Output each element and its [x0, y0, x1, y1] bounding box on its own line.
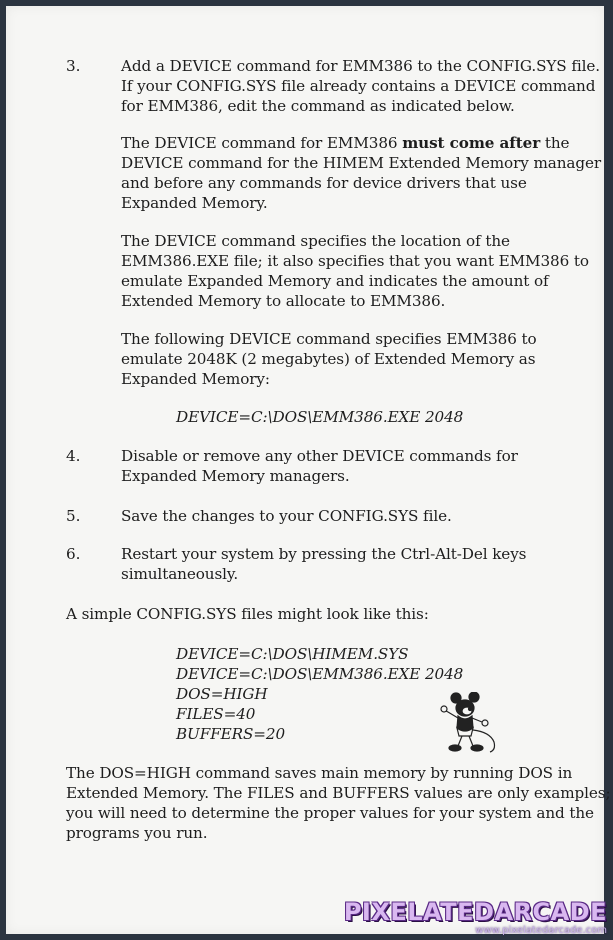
- example-intro: A simple CONFIG.SYS files might look like this:: [66, 605, 429, 623]
- config-line-5: BUFFERS=20: [176, 725, 286, 743]
- item-3-command: DEVICE=C:\DOS\EMM386.EXE 2048: [176, 408, 464, 426]
- config-line-2: DEVICE=C:\DOS\EMM386.EXE 2048: [176, 665, 464, 683]
- closing-line-3: you will need to determine the proper values for your system and the: [66, 804, 594, 822]
- item-4-line-1: Disable or remove any other DEVICE commands for: [121, 447, 518, 465]
- para2-post: the: [540, 134, 570, 152]
- item-3-line-1: Add a DEVICE command for EMM386 to the CONFIG.SYS file.: [121, 57, 600, 75]
- item-3-para3-line-3: emulate Expanded Memory and indicates the amount of: [121, 272, 549, 290]
- item-3-number: 3.: [66, 57, 81, 75]
- item-3-para3-line-1: The DEVICE command specifies the location of the: [121, 232, 510, 250]
- mickey-mouse-illustration: [440, 692, 500, 754]
- closing-line-2: Extended Memory. The FILES and BUFFERS values are only examples;: [66, 784, 611, 802]
- item-3-para2-line-4: Expanded Memory.: [121, 194, 268, 212]
- item-5-line-1: Save the changes to your CONFIG.SYS file.: [121, 507, 452, 525]
- item-3-para2-line-2: DEVICE command for the HIMEM Extended Memory manager: [121, 154, 602, 172]
- item-6-line-1: Restart your system by pressing the Ctrl-Alt-Del keys: [121, 545, 527, 563]
- closing-line-4: programs you run.: [66, 824, 208, 842]
- item-3-para4-line-2: emulate 2048K (2 megabytes) of Extended Memory as: [121, 350, 536, 368]
- item-3-para2-line-1: [121, 133, 569, 153]
- pixelatedarcade-watermark: [344, 899, 607, 936]
- item-4-line-2: Expanded Memory managers.: [121, 467, 350, 485]
- item-3-para2-line-3: and before any commands for device drivers that use: [121, 174, 527, 192]
- item-6-number: 6.: [66, 545, 81, 563]
- config-line-3: DOS=HIGH: [176, 685, 268, 703]
- item-3-para3-line-2: EMM386.EXE file; it also specifies that you want EMM386 to: [121, 252, 589, 270]
- watermark-logo: PIXELATEDARCADE: [343, 898, 607, 926]
- closing-line-1: The DOS=HIGH command saves main memory by running DOS in: [66, 764, 573, 782]
- item-3-para4-line-3: Expanded Memory:: [121, 370, 270, 388]
- emphasis-must-come-after: must come after: [402, 134, 541, 152]
- item-3-para3-line-4: Extended Memory to allocate to EMM386.: [121, 292, 446, 310]
- para2-pre: The DEVICE command for EMM386: [121, 134, 403, 152]
- watermark-url: www.pixelatedarcade.com: [475, 925, 607, 936]
- item-3-line-2: If your CONFIG.SYS file already contains a DEVICE command: [121, 77, 596, 95]
- config-line-1: DEVICE=C:\DOS\HIMEM.SYS: [176, 645, 409, 663]
- document-page: [6, 6, 611, 934]
- item-5-number: 5.: [66, 507, 81, 525]
- item-6-line-2: simultaneously.: [121, 565, 239, 583]
- item-4-number: 4.: [66, 447, 81, 465]
- config-line-4: FILES=40: [176, 705, 256, 723]
- item-3-para4-line-1: The following DEVICE command specifies EMM386 to: [121, 330, 537, 348]
- item-3-line-3: for EMM386, edit the command as indicated below.: [121, 97, 515, 115]
